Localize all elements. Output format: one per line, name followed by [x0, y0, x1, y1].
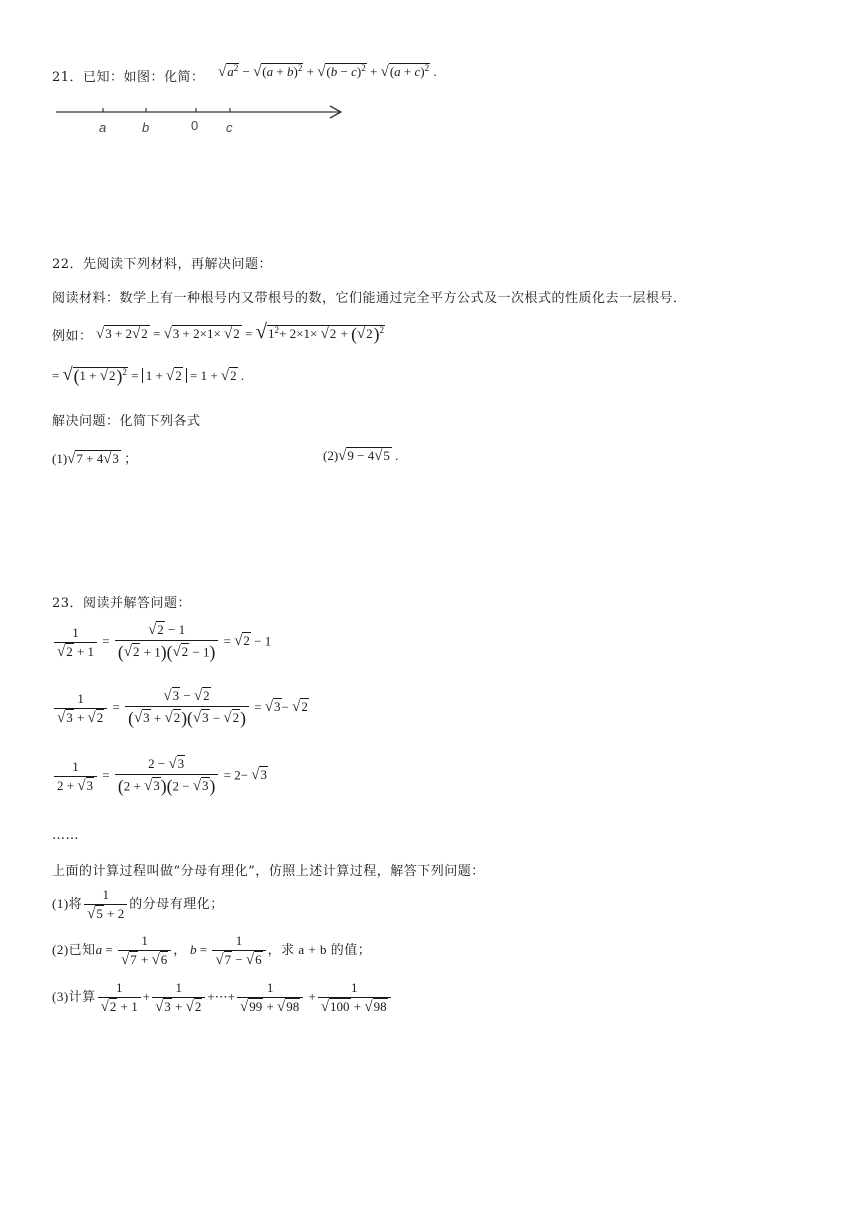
q21-number: 21． [52, 70, 84, 85]
q23-part2-mid: ， [173, 941, 187, 957]
numberline-label-b: b [142, 120, 150, 135]
q22-stem [52, 253, 272, 272]
q22-example-line1: $√3 + 2√2 = √3 + 2\times 1\times √2 = √1^2+ 2\times 1\times √2 + (√2)^2$ [96, 320, 385, 344]
q23-number: 23． [52, 596, 84, 611]
q22-material: 阅读材料：数学上有一种根号内又带根号的数，它们能通过完全平方公式及一次根式的性质化去一层根号． [52, 291, 687, 306]
q23-part2-tail: ，求 a + b 的值； [267, 941, 372, 957]
q22-stem-text: 先阅读下列材料，再解决问题： [83, 257, 273, 272]
q23-part3-label: (3)计算 [52, 988, 96, 1004]
q23-example1: $\frac{1}{√2 + 1}$ = $\frac{√2 - 1}{(√2 + 1)(√2 - 1)}$ = √2 − 1 [52, 622, 271, 663]
q21-stem-text: 已知：如图：化简： [83, 70, 205, 85]
q21-expression: $√a^2 - √(a + b)^2 + √(b - c)^2 + √(a + c)^2$ . [218, 63, 437, 80]
number-line [50, 100, 350, 140]
numberline-label-a: a [99, 120, 107, 135]
q22-task: 解决问题：化简下列各式 [52, 414, 201, 429]
q23-example2: $\frac{1}{√3 + √2}$ = $\frac{√3 - √2}{(√3 + √2)(√3 - √2)}$ = √3− √2 [52, 688, 309, 729]
q23-stem-text: 阅读并解答问题： [83, 596, 192, 611]
q23-example3: $\frac{1}{2 + √3}$ = $\frac{2 - √3}{(2 + √3)(2 - √3)}$ = 2− √3 [52, 756, 268, 797]
q22-example-line2: = $√(1 + √2)^2 = 1 + √2 = 1 + √2$ . [52, 364, 245, 386]
q23-stem [52, 592, 191, 611]
q22-number: 22． [52, 257, 84, 272]
q21-stem [52, 66, 205, 85]
q23-part1-tail: 的分母有理化； [129, 895, 224, 911]
q23-explain: 上面的计算过程叫做“分母有理化”，仿照上述计算过程，解答下列问题： [52, 864, 485, 879]
numberline-label-0: 0 [191, 118, 199, 133]
q23-part2-label: (2)已知 [52, 941, 96, 957]
q22-part2-label: (2) [323, 448, 339, 463]
q23-part1: (1)将 $\frac{1}{√5 + 2}$ 的分母有理化； [52, 887, 224, 922]
q22-part2: (2)√9 − 4√5 . [323, 448, 399, 464]
q22-part1-label: (1) [52, 451, 68, 466]
q23-part2: (2)已知a = $\frac{1}{√7 + √6}$ ， b = $\frac{1}{√7 - √6}$ ，求 a + b 的值； [52, 933, 372, 968]
q22-part1: (1)√7 + 4√3 ； [52, 451, 138, 467]
q23-part1-label: (1)将 [52, 895, 83, 911]
q23-ellipsis: …… [52, 828, 79, 843]
q22-example-label: 例如： [52, 329, 93, 344]
numberline-label-c: c [226, 120, 233, 135]
q23-part3: (3)计算 $\frac{1}{√2 + 1}$ + $\frac{1}{√3 + √2}$ +⋯+ $\frac{1}{√99 + √98}$ + $\frac{1}{√100 + √98}$ [52, 980, 393, 1016]
